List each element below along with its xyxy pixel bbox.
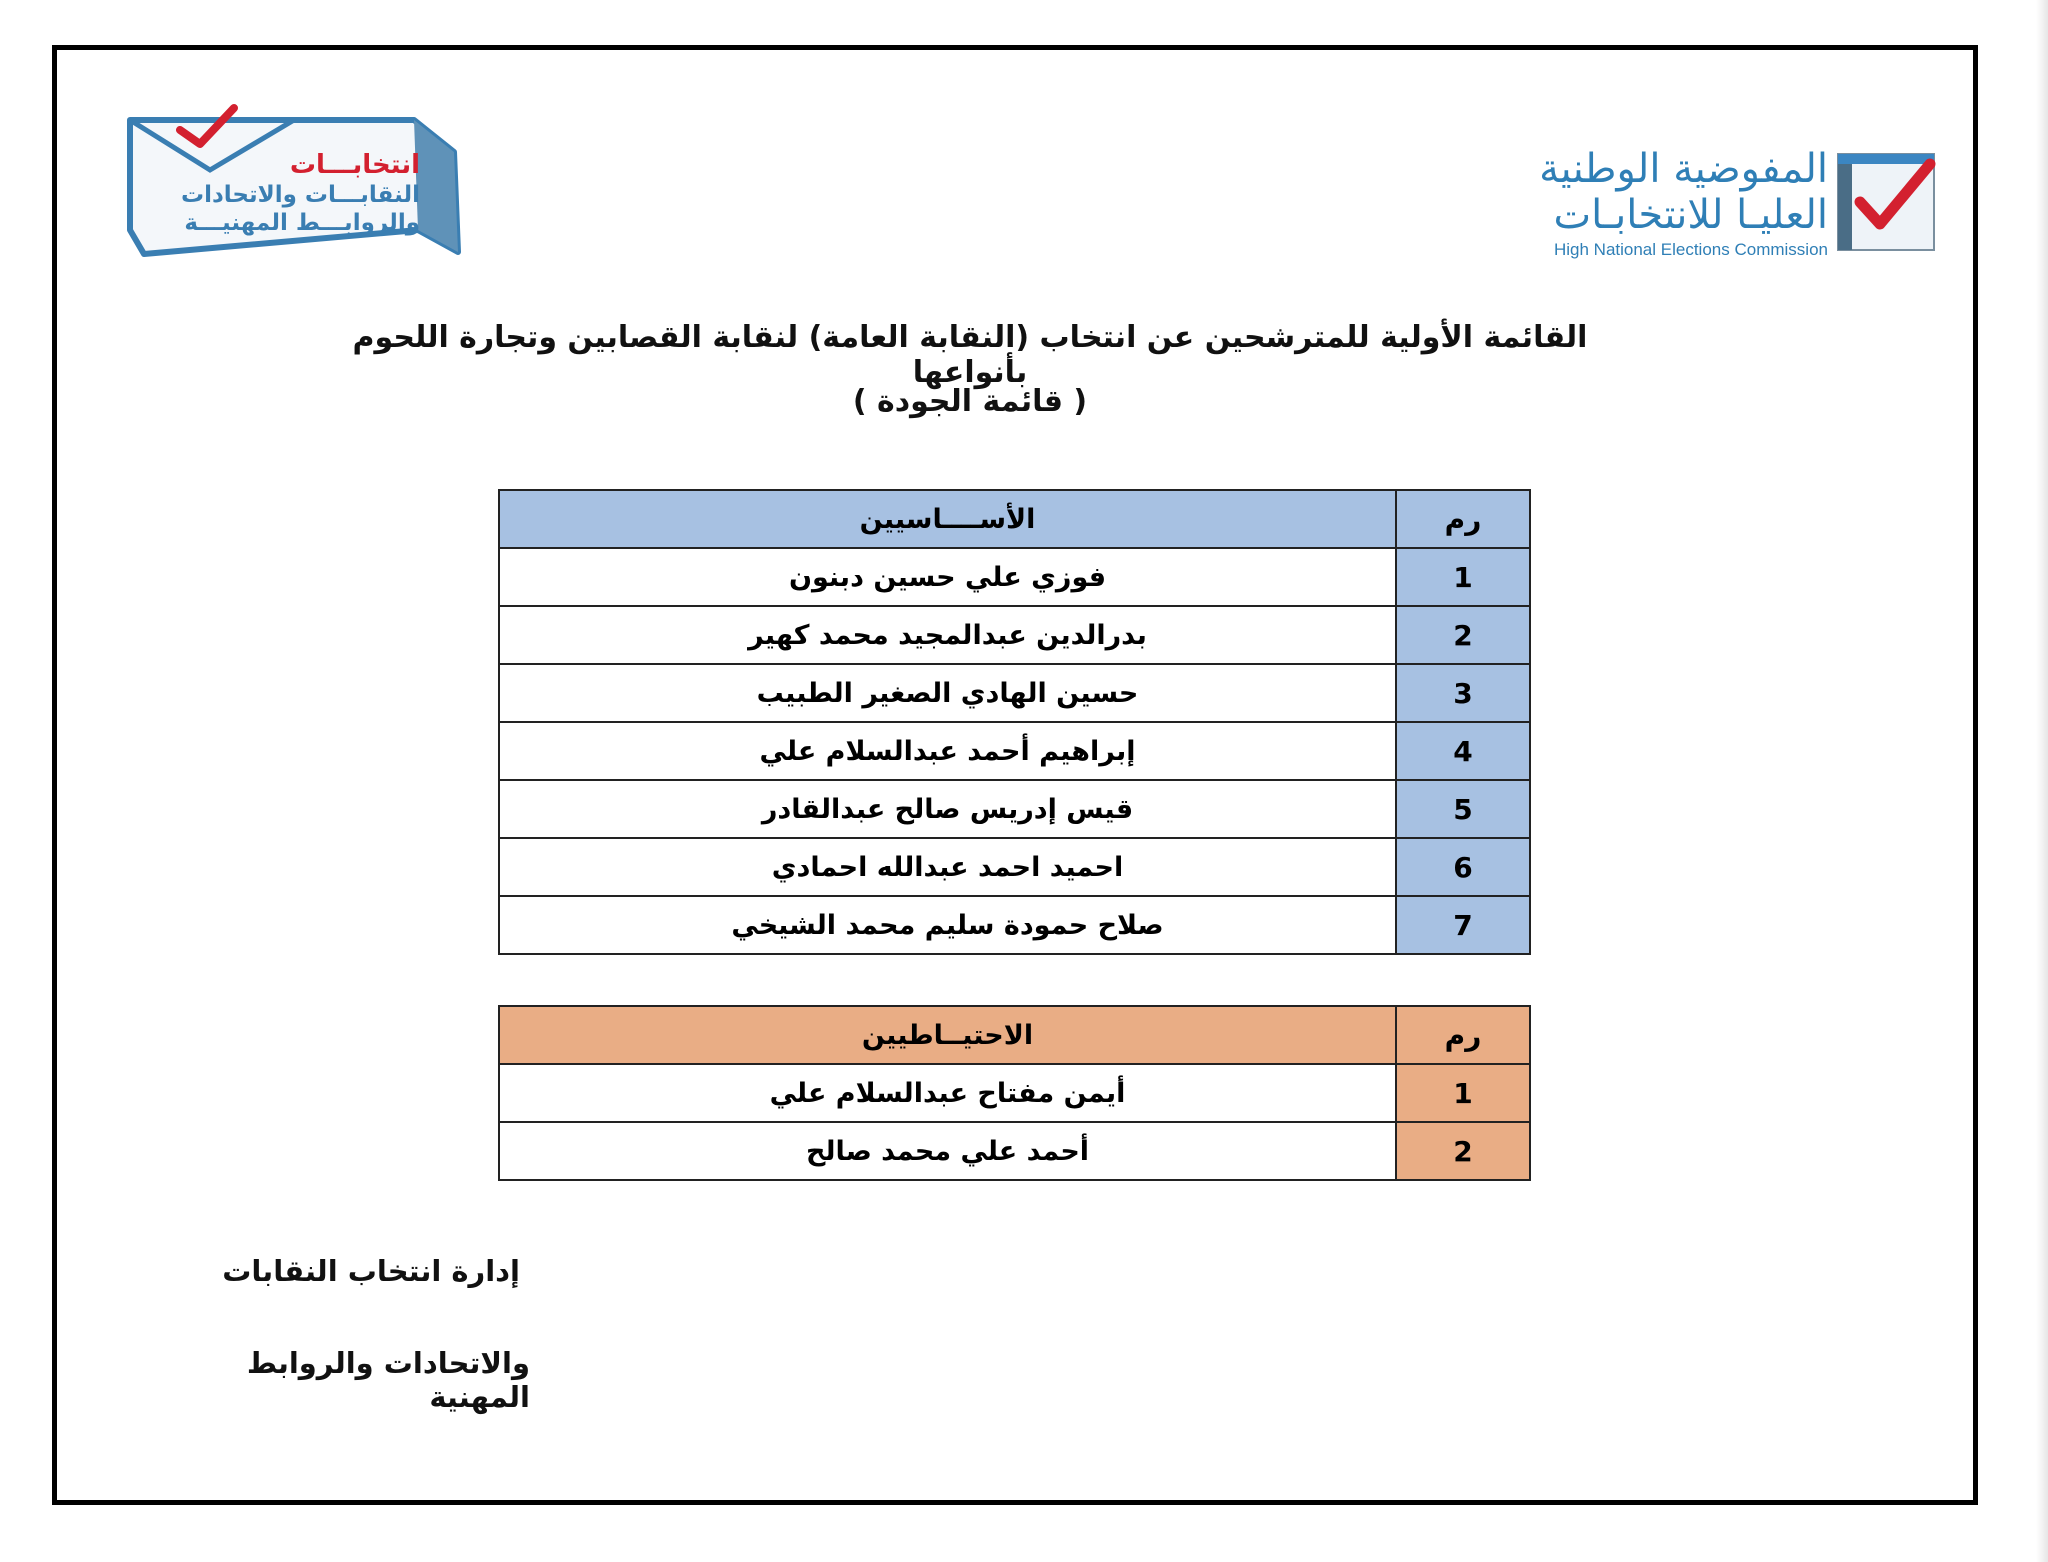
row-number: 4 bbox=[1396, 722, 1530, 780]
candidate-name: صلاح حمودة سليم محمد الشيخي bbox=[499, 896, 1396, 954]
row-number: 3 bbox=[1396, 664, 1530, 722]
row-number: 1 bbox=[1396, 1064, 1530, 1122]
page-edge bbox=[2036, 0, 2048, 1562]
table-row bbox=[499, 896, 1530, 954]
candidate-name: حسين الهادي الصغير الطبيب bbox=[499, 664, 1396, 722]
row-number: 6 bbox=[1396, 838, 1530, 896]
header-number: رم bbox=[1396, 490, 1530, 548]
hnec-arabic-line1: المفوضية الوطنية bbox=[1539, 146, 1828, 192]
union-elections-logo bbox=[124, 100, 464, 260]
table-row bbox=[499, 722, 1530, 780]
document-title: القائمة الأولية للمترشحين عن انتخاب (النقابة العامة) لنقابة القصابين وتجارة اللحوم بأنواعها bbox=[352, 320, 1588, 390]
row-number: 1 bbox=[1396, 548, 1530, 606]
row-number: 2 bbox=[1396, 606, 1530, 664]
table-row bbox=[499, 1064, 1530, 1122]
document-subtitle: ( قائمة الجودة ) bbox=[852, 384, 1088, 419]
candidate-name: قيس إدريس صالح عبدالقادر bbox=[499, 780, 1396, 838]
signature-line1: إدارة انتخاب النقابات bbox=[222, 1254, 520, 1288]
table-row bbox=[499, 838, 1530, 896]
table-row bbox=[499, 548, 1530, 606]
candidate-name: أحمد علي محمد صالح bbox=[499, 1122, 1396, 1180]
signature-line2: والاتحادات والروابط المهنية bbox=[246, 1346, 530, 1414]
candidate-name: احميد احمد عبدالله احمادي bbox=[499, 838, 1396, 896]
table-header-row bbox=[499, 1006, 1530, 1064]
candidate-name: بدرالدين عبدالمجيد محمد كهير bbox=[499, 606, 1396, 664]
hnec-logo bbox=[1510, 148, 1940, 260]
checkmark-ballot-icon bbox=[1836, 150, 1940, 254]
header-number: رم bbox=[1396, 1006, 1530, 1064]
candidate-name: إبراهيم أحمد عبدالسلام علي bbox=[499, 722, 1396, 780]
header-name: الأســــاسيين bbox=[499, 490, 1396, 548]
table-header-row bbox=[499, 490, 1530, 548]
hnec-arabic-line2: العليـا للانتخابـات bbox=[1553, 192, 1828, 238]
union-logo-line2: النقابـــات والاتحادات bbox=[180, 182, 420, 208]
table-row bbox=[499, 780, 1530, 838]
hnec-english-name: High National Elections Commission bbox=[1553, 240, 1828, 259]
union-logo-line3: والروابـــط المهنيـــة bbox=[184, 210, 420, 236]
table-row bbox=[499, 664, 1530, 722]
table-row bbox=[499, 606, 1530, 664]
main-candidates-table bbox=[498, 489, 1531, 955]
ballot-envelope-icon bbox=[124, 100, 464, 260]
row-number: 2 bbox=[1396, 1122, 1530, 1180]
candidate-name: أيمن مفتاح عبدالسلام علي bbox=[499, 1064, 1396, 1122]
reserve-candidates-table bbox=[498, 1005, 1531, 1181]
row-number: 5 bbox=[1396, 780, 1530, 838]
header-name: الاحتيــاطيين bbox=[499, 1006, 1396, 1064]
union-logo-line1: انتخابـــات bbox=[289, 150, 420, 180]
table-row bbox=[499, 1122, 1530, 1180]
row-number: 7 bbox=[1396, 896, 1530, 954]
candidate-name: فوزي علي حسين دبنون bbox=[499, 548, 1396, 606]
